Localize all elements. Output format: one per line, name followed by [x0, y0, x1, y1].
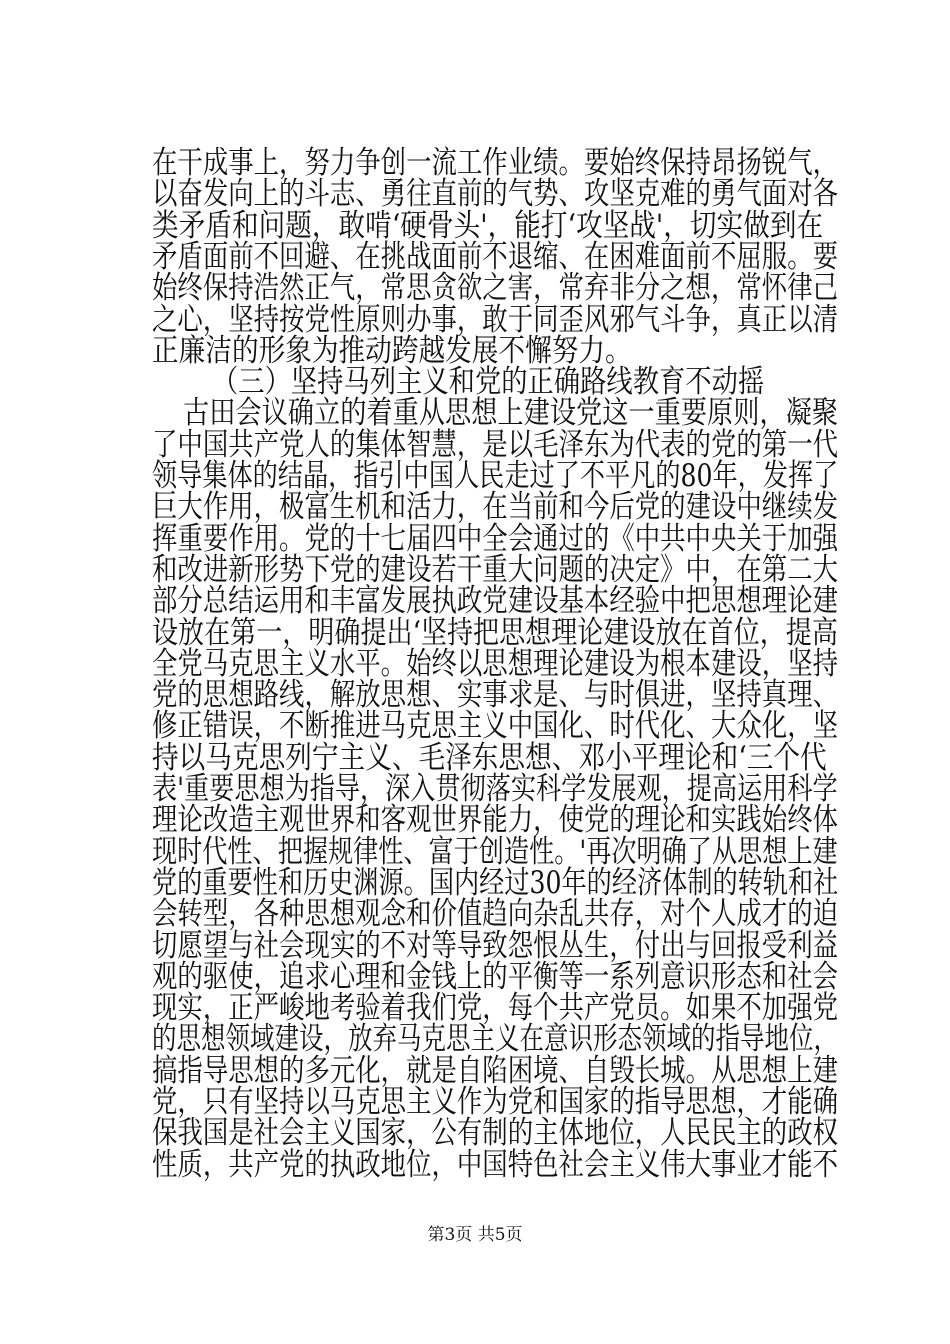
text-line: 设放在第一，明确提出‘坚持把思想理论建设放在首位，提高	[152, 615, 838, 651]
text-line: 古田会议确立的着重从思想上建设党这一重要原则，凝聚	[183, 395, 839, 431]
text-line: 正廉洁的形象为推动跨越发展不懈努力。	[152, 333, 632, 369]
text-line: 类矛盾和问题，敢啃‘硬骨头'，能打‘攻坚战'，切实做到在	[152, 208, 824, 244]
text-line: 观的驱使，追求心理和金钱上的平衡等一系列意识形态和社会	[152, 959, 839, 995]
text-line: 之心，坚持按党性原则办事，敢于同歪风邪气斗争，真正以清	[152, 302, 839, 338]
text-line: 始终保持浩然正气，常思贪欲之害，常弃非分之想，常怀律己	[152, 270, 839, 306]
text-line: 党的思想路线，解放思想、实事求是、与时俱进，坚持真理、	[152, 677, 839, 713]
text-line: 以奋发向上的斗志、勇往直前的气势、攻坚克难的勇气面对各	[152, 176, 839, 212]
text-line: 持以马克思列宁主义、毛泽东思想、邓小平理论和‘三个代	[152, 740, 827, 776]
text-line: （三）坚持马列主义和党的正确路线教育不动摇	[212, 364, 765, 400]
text-line: 领导集体的结晶，指引中国人民走过了不平凡的80年，发挥了	[152, 458, 839, 494]
text-line: 切愿望与社会现实的不对等导致怨恨丛生，付出与回报受利益	[152, 928, 839, 964]
text-line: 在干成事上，努力争创一流工作业绩。要始终保持昂扬锐气，	[152, 145, 839, 181]
text-line: 部分总结运用和丰富发展执政党建设基本经验中把思想理论建	[152, 583, 839, 619]
text-line: 保我国是社会主义国家，公有制的主体地位，人民民主的政权	[152, 1115, 839, 1151]
text-line: 修正错误，不断推进马克思主义中国化、时代化、大众化，坚	[152, 708, 839, 744]
text-line: 的思想领域建设，放弃马克思主义在意识形态领域的指导地位，	[152, 1021, 838, 1057]
text-line: 性质，共产党的执政地位，中国特色社会主义伟大事业才能不	[152, 1147, 839, 1183]
text-line: 矛盾面前不回避、在挑战面前不退缩、在困难面前不屈服。要	[152, 239, 839, 275]
page-footer: 第3页 共5页	[427, 1225, 523, 1245]
text-line: 现时代性、把握规律性、富于创造性。'再次明确了从思想上建	[152, 834, 838, 870]
text-line: 党的重要性和历史渊源。国内经过30年的经济体制的转轨和社	[152, 865, 839, 901]
text-line: 挥重要作用。党的十七届四中全会通过的《中共中央关于加强	[152, 521, 839, 557]
text-line: 会转型，各种思想观念和价值趋向杂乱共存，对个人成才的迫	[152, 896, 839, 932]
text-line: 党，只有坚持以马克思主义作为党和国家的指导思想，才能确	[152, 1084, 839, 1120]
text-line: 全党马克思主义水平。始终以思想理论建设为根本建设，坚持	[152, 646, 839, 682]
text-line: 搞指导思想的多元化，就是自陷困境、自毁长城。从思想上建	[152, 1053, 839, 1089]
text-line: 表'重要思想为指导，深入贯彻落实科学发展观，提高运用科学	[152, 771, 838, 807]
text-line: 理论改造主观世界和客观世界能力，使党的理论和实践始终体	[152, 802, 839, 838]
text-line: 现实，正严峻地考验着我们党，每个共产党员。如果不加强党	[152, 990, 839, 1026]
text-line: 了中国共产党人的集体智慧，是以毛泽东为代表的党的第一代	[152, 427, 839, 463]
text-line: 巨大作用，极富生机和活力，在当前和今后党的建设中继续发	[152, 489, 839, 525]
text-line: 和改进新形势下党的建设若干重大问题的决定》中，在第二大	[152, 552, 839, 588]
